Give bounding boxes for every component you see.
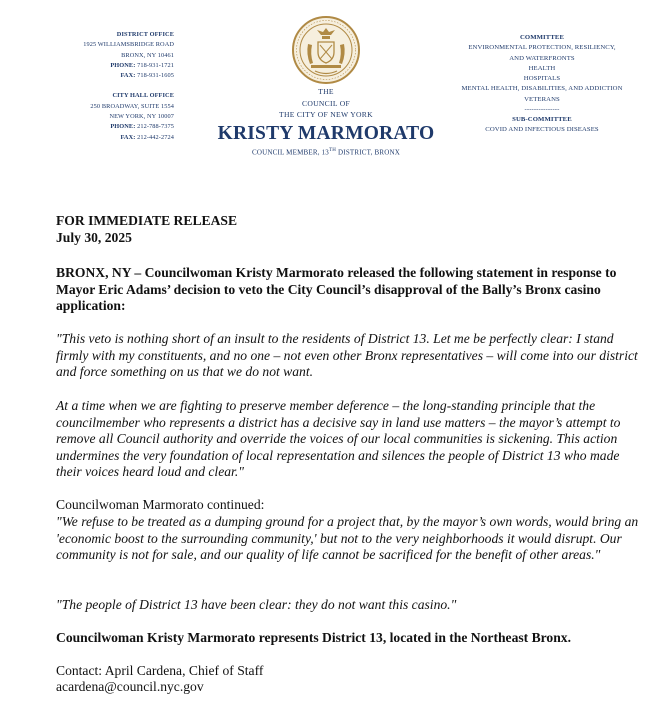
city-hall-office-heading: CITY HALL OFFICE bbox=[112, 92, 174, 100]
district-office-address-line: 1925 WILLIAMSBRIDGE ROAD bbox=[83, 41, 174, 49]
fax-label: FAX: bbox=[120, 133, 136, 141]
contact-email[interactable]: acardena@council.nyc.gov bbox=[56, 679, 204, 694]
sub-committee-heading: SUB-COMMITTEE bbox=[512, 116, 572, 124]
district-office-address-line: BRONX, NY 10461 bbox=[121, 51, 174, 59]
contact-line: Contact: April Cardena, Chief of Staff bbox=[56, 663, 264, 678]
sub-committee-item: COVID AND INFECTIOUS DISEASES bbox=[485, 126, 599, 134]
phone-number: 212-788-7375 bbox=[137, 123, 174, 131]
city-hall-fax bbox=[64, 133, 174, 143]
city-hall-phone bbox=[64, 122, 174, 132]
city-hall-address-line: NEW YORK, NY 10007 bbox=[109, 113, 174, 121]
committee-item: HEALTH bbox=[528, 64, 556, 72]
the-line: THE bbox=[318, 87, 334, 96]
district-office-phone bbox=[64, 61, 174, 71]
council-member-title: COUNCIL MEMBER, 13TH DISTRICT, BRONX bbox=[251, 147, 401, 156]
district-office-heading: DISTRICT OFFICE bbox=[116, 31, 174, 38]
release-label: FOR IMMEDIATE RELEASE bbox=[56, 213, 238, 228]
city-hall-address-line: 250 BROADWAY, SUITE 1554 bbox=[90, 102, 174, 110]
council-member-name: KRISTY MARMORATO bbox=[217, 122, 435, 144]
quote-paragraph-3: "We refuse to be treated as a dumping ground for a project that, by the mayor’s own words, would bring an 'economic boost to the surrounding community,' but not to the very neighborhoods it would disrupt. Our community is not for sale, and our quality of life cannot be sacrificed for the benefit of other areas." bbox=[56, 514, 639, 563]
committee-item: VETERANS bbox=[524, 95, 560, 103]
district-office-fax bbox=[64, 71, 174, 81]
lead-paragraph: BRONX, NY – Councilwoman Kristy Marmorato released the following statement in response to Mayor Eric Adams’ decision to veto the City Council’s disapproval of the Bally’s Bronx casino application: bbox=[56, 265, 617, 314]
committee-heading: COMMITTEE bbox=[520, 34, 564, 41]
letterhead-right-column bbox=[437, 33, 647, 136]
quote-paragraph-1: "This veto is nothing short of an insult to the residents of District 13. Let me be perfectly clear: I stand firmly with my constituents, and no one – not even other Bronx representatives – will come into our district and force something on us that we do not want. bbox=[56, 331, 638, 380]
quote-paragraph-2: At a time when we are fighting to preserve member deference – the long-standing principle that the councilmember who represents a district has a decisive say in land use matters – the mayor’s attempt to remove all Council authority and override the voices of our local communities is sickening. This action undermines the very foundation of local representation and silences the people of District 13 who made their voices heard loud and clear." bbox=[56, 398, 621, 480]
phone-label: PHONE: bbox=[110, 61, 136, 69]
fax-number: 212-442-2724 bbox=[137, 133, 174, 141]
release-date: July 30, 2025 bbox=[56, 230, 132, 245]
city-council-seal-icon bbox=[291, 15, 361, 85]
committee-item: HOSPITALS bbox=[523, 75, 561, 83]
phone-number: 718-931-1721 bbox=[137, 61, 174, 69]
letterhead-left-column bbox=[64, 30, 174, 143]
fax-label: FAX: bbox=[120, 72, 136, 80]
quote-paragraph-4: "The people of District 13 have been clear: they do not want this casino." bbox=[56, 597, 457, 612]
council-of-line: COUNCIL OF bbox=[301, 98, 351, 108]
city-line: THE CITY OF NEW YORK bbox=[279, 110, 373, 119]
committee-item: MENTAL HEALTH, DISABILITIES, AND ADDICTION bbox=[461, 85, 623, 93]
committee-separator: --------------- bbox=[524, 106, 560, 114]
continued-label: Councilwoman Marmorato continued: bbox=[56, 497, 265, 512]
committee-item: AND WATERFRONTS bbox=[509, 54, 575, 62]
phone-label: PHONE: bbox=[110, 123, 136, 131]
represents-statement: Councilwoman Kristy Marmorato represents District 13, located in the Northeast Bronx. bbox=[56, 630, 571, 645]
letterhead-center bbox=[210, 15, 442, 158]
committee-item: ENVIRONMENTAL PROTECTION, RESILIENCY, bbox=[468, 44, 616, 52]
fax-number: 718-931-1605 bbox=[137, 72, 174, 80]
